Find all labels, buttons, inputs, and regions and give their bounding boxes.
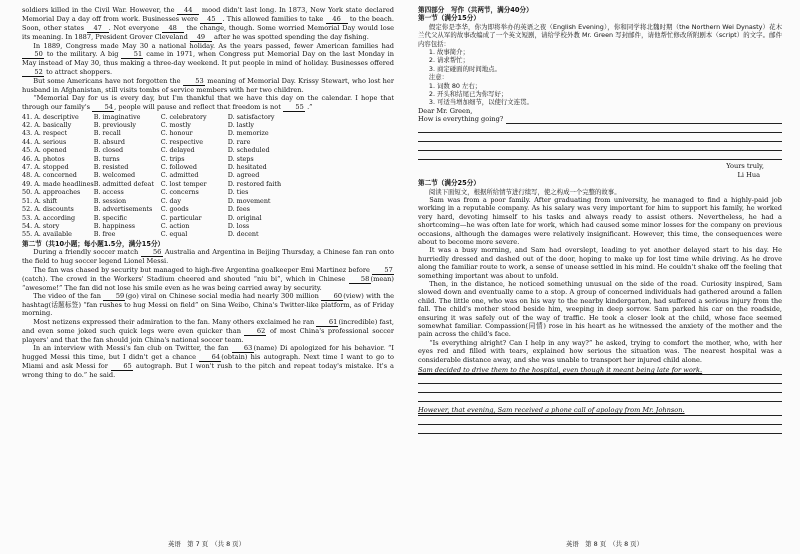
option-choice[interactable]: C. equal <box>160 230 188 239</box>
option-choice[interactable]: D. agreed <box>227 171 260 180</box>
blank-62[interactable]: 62 <box>244 328 266 336</box>
option-choice[interactable]: 44. A. serious <box>22 137 67 146</box>
option-choice[interactable]: 51. A. shift <box>22 196 58 205</box>
page-footer-left: 英语 第 7 页 （共 8 页） <box>168 540 245 548</box>
option-choice[interactable]: 53. A. according <box>22 213 76 222</box>
option-choice[interactable]: D. satisfactory <box>227 112 275 121</box>
option-choice[interactable]: B. access <box>93 188 124 197</box>
option-choice[interactable]: B. resisted <box>93 163 129 172</box>
option-choice[interactable]: 47. A. stopped <box>22 163 69 172</box>
writing-line[interactable] <box>418 393 782 402</box>
option-choice[interactable]: C. goods <box>160 205 189 214</box>
blank-65[interactable]: 65 <box>111 363 133 371</box>
writing-line[interactable] <box>418 133 782 142</box>
prompt-point: 3. 商定碰面的时间地点。 <box>428 64 501 73</box>
option-choice[interactable]: B. specific <box>93 213 128 222</box>
option-row <box>22 129 394 137</box>
option-choice[interactable]: D. steps <box>227 154 254 163</box>
passage-paragraph: But some Americans have not forgotten the 53 meaning of Memorial Day. Krissy Stewart, who lost her husband in Afghanistan, still visits tombs of service members with her two children. <box>22 76 394 94</box>
option-choice[interactable]: D. restored faith <box>227 179 282 188</box>
continuation-start-2: However, that evening, Sam received a phone call of apology from Mr. Johnson. <box>418 406 782 415</box>
letter-signature: Li Hua <box>737 170 760 179</box>
option-row <box>22 214 394 222</box>
blank-48[interactable]: 48 <box>162 25 184 33</box>
option-choice[interactable]: B. happiness <box>93 221 136 230</box>
writing-line[interactable] <box>418 142 782 151</box>
option-choice[interactable]: C. respective <box>160 137 204 146</box>
blank-63[interactable]: 63 <box>232 345 254 353</box>
option-choice[interactable]: 46. A. photos <box>22 154 65 163</box>
story-paragraph: Then, in the distance, he noticed something unusual on the side of the road. Curiosity inspired, Sam slowed down and eventually came to a stop. A group of concerned individuals had gathered around a fallen child. The little one, who was on his way to the nearby kindergarten, had suffered a serious injury from the fall. The child's mother stood beside him, weeping in deep sorrow. Sam parked his car on the roadside, ensuring it was safely out of the way of traffic. He took a closer look at the child, whose face seemed somewhat familiar. Compassion(同情) rose in his heart as he witnessed the anxiety of the mother and the pain across the child's face. <box>418 279 782 339</box>
option-row <box>22 230 394 238</box>
blank-50[interactable]: 50 <box>22 51 44 59</box>
option-choice[interactable]: B. welcomed <box>93 171 136 180</box>
option-choice[interactable]: 50. A. approaches <box>22 188 81 197</box>
writing-line[interactable] <box>418 416 782 425</box>
blank-51[interactable]: 51 <box>121 51 143 59</box>
option-choice[interactable]: 41. A. descriptive <box>22 112 79 121</box>
option-choice[interactable]: D. hesitated <box>227 163 267 172</box>
blank-56[interactable]: 56 <box>141 249 163 257</box>
option-choice[interactable]: C. action <box>160 221 190 230</box>
option-row <box>22 155 394 163</box>
blank-61[interactable]: 61 <box>316 319 338 327</box>
blank-59[interactable]: 59 <box>103 293 125 301</box>
story-paragraph: “Is everything alright? Can I help in any way?” he asked, trying to comfort the mother, who, with her eyes red and filled with tears, explained how serious the situation was. The nearest hospital was a considerable distance away, and she was unable to transport her injured child alone. <box>418 338 782 364</box>
option-choice[interactable]: B. turns <box>93 154 120 163</box>
section-title: 第一节（满分15分） <box>418 14 480 23</box>
option-choice[interactable]: D. lastly <box>227 121 255 130</box>
part-title: 第四部分 写作（共两节，满分40分） <box>418 6 533 14</box>
writing-line[interactable] <box>418 384 782 393</box>
option-choice[interactable]: C. mostly <box>160 121 191 130</box>
option-choice[interactable]: B. session <box>93 196 127 205</box>
option-row <box>22 113 394 121</box>
story-paragraph: It was a busy morning, and Sam had overslept, leading to yet another delayed start to his day. He hurriedly dressed and dashed out of the door, hoping to make up for lost time while driving. As he drove along the familiar route to work, a sense of unease settled in his mind. He couldn't shake off the feeling that something important was about to unfold. <box>418 246 782 280</box>
option-choice[interactable]: B. free <box>93 230 116 239</box>
option-row <box>22 138 394 146</box>
grammar-paragraph: Most netizens expressed their admiration to the fan. Many others exclaimed he ran 61(incredible) fast, and even some joked such quick legs were even quicker than 62 of most China's professional soccer players' and that the fan should join China's national soccer team. <box>22 317 394 344</box>
note-item: 1. 词数 80 左右； <box>428 81 482 90</box>
option-choice[interactable]: B. previously <box>93 121 136 130</box>
option-choice[interactable]: 45. A. opened <box>22 146 67 155</box>
option-choice[interactable]: C. delayed <box>160 146 195 155</box>
option-row <box>22 205 394 213</box>
option-row <box>22 222 394 230</box>
writing-line[interactable] <box>506 115 782 124</box>
notes-title: 注意： <box>428 73 449 82</box>
writing-prompt: 假定你是李华，你为即将举办的英语之夜（English Evening），你和同学将北魏时期（the Northern Wei Dynasty）花木兰代父从军的故事改编成了一个英文短剧，请给学校外教 Mr. Green 写封邮件，请他帮忙修改所附剧本（script）的文字。邮件内容包括： <box>418 22 782 48</box>
option-choice[interactable]: C. day <box>160 196 181 205</box>
writing-line[interactable] <box>418 375 782 384</box>
option-choice[interactable]: C. particular <box>160 213 202 222</box>
page-footer-right: 英语 第 8 页 （共 8 页） <box>566 540 643 548</box>
option-choice[interactable]: C. trips <box>160 154 185 163</box>
option-choice[interactable]: B. admitted defeat <box>93 179 154 188</box>
option-row <box>22 188 394 196</box>
option-choice[interactable]: B. recall <box>93 129 121 138</box>
section-title: 第二节（满分25分） <box>418 179 480 188</box>
greeting-line: How is everything going? <box>418 115 782 124</box>
continuation-instructions: 阅读下面短文，根据所给情节进行续写，使之构成一个完整的故事。 <box>428 187 621 196</box>
options-table <box>22 113 394 239</box>
right-column <box>418 6 782 434</box>
option-row <box>22 171 394 179</box>
passage-paragraph: “Memorial Day for us is every day, but I'm thankful that we have this day on the calendar. I hope that through our family's 54, people will pause and reflect that freedom is not 55 .” <box>22 94 394 111</box>
note-item: 2. 开头和结尾已为你写好； <box>428 90 508 99</box>
blank-64[interactable]: 64 <box>199 354 221 362</box>
grammar-paragraph: The video of the fan 59(go) viral on Chinese social media had nearly 300 million 60(view) with the hashtag(话题标签) “fan rushes to hug Messi on field” on Sina Weibo, China's Twitter-like platform, as of Friday morning. <box>22 291 394 318</box>
prompt-point: 2. 请求帮忙； <box>428 56 469 65</box>
letter-salutation: Dear Mr. Green, <box>418 106 473 115</box>
blank-52[interactable]: 52 <box>22 69 44 77</box>
option-row <box>22 121 394 129</box>
letter-closing: Yours truly, <box>726 162 764 171</box>
option-row <box>22 180 394 188</box>
passage-paragraph: soldiers killed in the Civil War. However, the 44 mood didn't last long. In 1873, New York state declared Memorial Day a day off from work. Businesses were 45 . This allowed families to take 46 to the beach. Soon, other states 47 . Not everyone 48 the change, though. Some worried Memorial Day would lose its meaning. In 1887, President Grover Cleveland 49 after he was spotted spending the day fishing. <box>22 6 394 41</box>
option-choice[interactable]: C. honour <box>160 129 193 138</box>
blank-58[interactable]: 58 <box>349 276 371 284</box>
option-choice[interactable]: C. lost temper <box>160 179 207 188</box>
option-choice[interactable]: D. memorize <box>227 129 269 138</box>
blank-57[interactable]: 57 <box>372 267 394 275</box>
option-choice[interactable]: C. followed <box>160 163 197 172</box>
option-choice[interactable]: D. original <box>227 213 262 222</box>
option-row <box>22 163 394 171</box>
option-choice[interactable]: 48. A. concerned <box>22 171 77 180</box>
blank-49[interactable]: 49 <box>190 34 212 42</box>
grammar-paragraph: During a friendly soccer match 56 Australia and Argentina in Beijing Thursday, a Chinese fan ran onto the field to hug soccer legend Lionel Messi. <box>22 248 394 266</box>
option-choice[interactable]: 54. A. story <box>22 221 60 230</box>
grammar-paragraph: In an interview with Messi's fan club on Twitter, the fan 63(name) Di apologized for his behavior. “I hugged Messi this time, but I didn't get a chance 64(obtain) his autograph. Next time I want to go to Miami and ask Messi for 65 autograph. But I won't rush to the pitch and repeat today's mistake. It's a wrong thing to do.” he said. <box>22 344 395 380</box>
blank-46[interactable]: 46 <box>326 16 348 24</box>
blank-44[interactable]: 44 <box>177 7 199 15</box>
blank-60[interactable]: 60 <box>321 293 343 301</box>
left-column <box>22 6 394 380</box>
option-choice[interactable]: D. rare <box>227 137 251 146</box>
option-row <box>22 197 394 205</box>
option-choice[interactable]: D. decent <box>227 230 259 239</box>
option-choice[interactable]: D. loss <box>227 221 250 230</box>
story-paragraph: Sam was from a poor family. After graduating from university, he managed to find a highly-paid job working in a reputable company. As his salary was very important for him to support his family, he worked very hard, devoting himself to his tasks and always ready to assist others. Nevertheless, he had a shortcoming—he was often late for work, which had caused some minor losses for the company on previous occasions, although the damages were relatively insignificant. However, this time, the consequences were about to become more severe. <box>418 195 782 246</box>
option-choice[interactable]: B. advertisements <box>93 205 153 214</box>
option-choice[interactable]: 55. A. available <box>22 230 72 239</box>
blank-55[interactable]: 55 <box>283 104 305 112</box>
blank-45[interactable]: 45 <box>200 16 222 24</box>
writing-line[interactable] <box>418 425 782 434</box>
option-choice[interactable]: B. absurd <box>93 137 125 146</box>
option-choice[interactable]: D. movement <box>227 196 271 205</box>
grammar-paragraph: The fan was chased by security but managed to high-five Argentina goalkeeper Emi Martinez before 57(catch). The crowd in the Workers' Stadium cheered and shouted “niu bi”, which in Chinese 58(mean) “awesome!” The fan did not lose his smile even as he was being carried away by security. <box>22 265 394 292</box>
option-choice[interactable]: 49. A. made headlines <box>22 179 94 188</box>
option-row <box>22 146 394 154</box>
option-choice[interactable]: 43. A. respect <box>22 129 68 138</box>
option-choice[interactable]: D. fees <box>227 205 250 214</box>
blank-54[interactable]: 54 <box>92 104 114 112</box>
writing-line[interactable] <box>418 151 782 160</box>
option-choice[interactable]: C. admitted <box>160 171 199 180</box>
note-item: 3. 可适当增加细节，以使行文连贯。 <box>428 98 533 107</box>
option-choice[interactable]: D. scheduled <box>227 146 270 155</box>
option-choice[interactable]: 42. A. basically <box>22 121 72 130</box>
option-choice[interactable]: D. ties <box>227 188 249 197</box>
option-choice[interactable]: B. closed <box>93 146 124 155</box>
option-choice[interactable]: B. imaginative <box>93 112 141 121</box>
option-choice[interactable]: C. celebratory <box>160 112 207 121</box>
prompt-point: 1. 故事简介； <box>428 48 469 57</box>
blank-47[interactable]: 47 <box>87 25 109 33</box>
blank-53[interactable]: 53 <box>183 78 205 86</box>
writing-line[interactable] <box>418 124 782 133</box>
section-title: 第二节（共10小题；每小题1.5分，满分15分） <box>22 239 165 248</box>
option-choice[interactable]: 52. A. discounts <box>22 205 74 214</box>
passage-paragraph: In 1889, Congress made May 30 a national holiday. As the years passed, fewer American families had 50 to the military. A big 51 came in 1971, when Congress put Memorial Day on the last Monday in May instead of May 30, thus making a three-day weekend. It put people in mind of holiday. Businesses offered 52 to attract shoppers. <box>22 42 394 76</box>
option-choice[interactable]: C. concerns <box>160 188 199 197</box>
continuation-start-1: Sam decided to drive them to the hospital, even though it meant being late for work. <box>418 366 782 375</box>
